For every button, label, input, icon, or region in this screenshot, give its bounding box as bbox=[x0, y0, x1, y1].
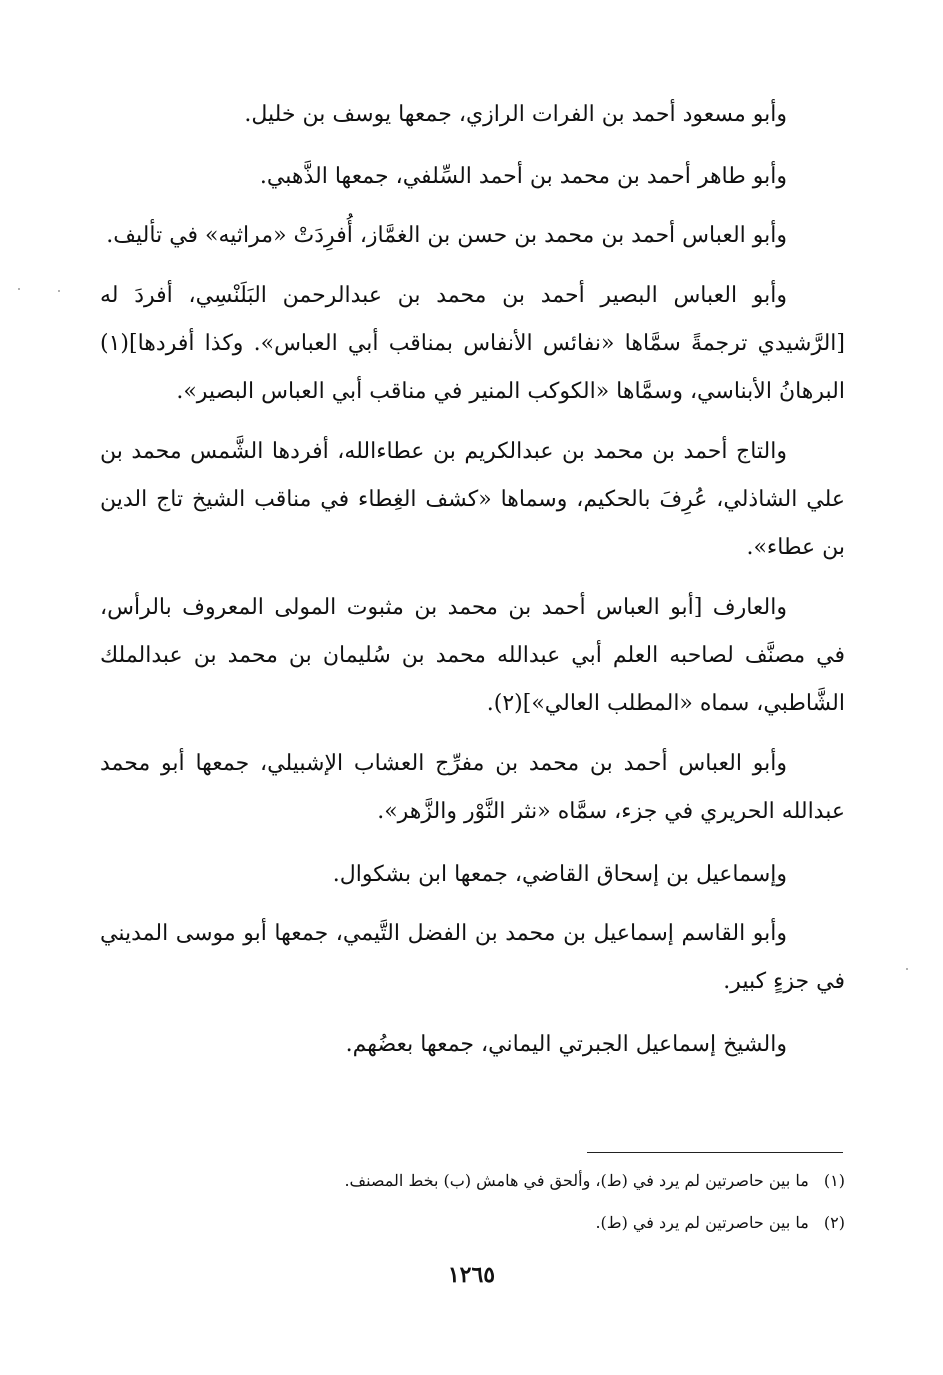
paragraph-al-ishbili: وأبو العباس أحمد بن محمد بن مفرِّج العشاب الإشبيلي، جمعها أبو محمد عبدالله الحريري في جزء، سمَّاه «نثر النَّوْر والزَّهر». bbox=[100, 751, 845, 824]
scan-speck bbox=[18, 288, 20, 290]
paragraph-abu-masud: وأبو مسعود أحمد بن الفرات الرازي، جمعها يوسف بن خليل. bbox=[244, 102, 787, 127]
paragraph-al-taymi: وأبو القاسم إسماعيل بن محمد بن الفضل التَّيمي، جمعها أبو موسى المديني في جزءٍ كبير. bbox=[100, 921, 845, 994]
scan-speck bbox=[906, 968, 908, 970]
footnote-number: (٢) bbox=[823, 1213, 845, 1232]
paragraph-al-basir: وأبو العباس البصير أحمد بن محمد بن عبدالرحمن البَلَنْسِي، أفردَ له [الرَّشيدي ترجمةً سمَّاها «نفائس الأنفاس بمناقب أبي العباس». وكذا أفردها](١) البرهانُ الأبناسي، وسمَّاها «الكوكب المنير في مناقب أبي العباس البصير». bbox=[100, 283, 845, 404]
paragraph-abu-tahir: وأبو طاهر أحمد بن محمد بن أحمد السِّلفي، جمعها الذَّهبي. bbox=[259, 164, 787, 189]
footnotes bbox=[100, 1160, 845, 1244]
main-text bbox=[100, 88, 845, 1080]
paragraph-al-jabarti: والشيخ إسماعيل الجبرتي اليماني، جمعها بعضُهم. bbox=[345, 1032, 787, 1057]
footnote-number: (١) bbox=[823, 1171, 845, 1190]
page-number: ١٢٦٥ bbox=[447, 1262, 496, 1288]
paragraph-ibn-mathbut: والعارف [أبو العباس أحمد بن محمد بن مثبوت المولى المعروف بالرأس، في مصنَّف لصاحبه العلم أبي عبدالله محمد بن سُليمان بن محمد بن عبدالملك الشَّاطبي، سماه «المطلب العالي»](٢). bbox=[100, 595, 845, 716]
scan-speck bbox=[58, 290, 60, 292]
footnote-divider bbox=[587, 1152, 843, 1153]
paragraph-ismail-al-qadi: وإسماعيل بن إسحاق القاضي، جمعها ابن بشكوال. bbox=[332, 862, 787, 887]
footnote-2 bbox=[100, 1202, 845, 1244]
footnote-text: ما بين حاصرتين لم يرد في (ط)، وألحق في هامش (ب) بخط المصنف. bbox=[344, 1171, 809, 1190]
footnote-1 bbox=[100, 1160, 845, 1202]
paragraph-ibn-ataillah: والتاج أحمد بن محمد بن عبدالكريم بن عطاءالله، أفردها الشَّمس محمد بن علي الشاذلي، عُرِفَ بالحكيم، وسماها «كشف الغِطاء في مناقب الشيخ تاج الدين بن عطاء». bbox=[100, 439, 845, 560]
paragraph-ibn-al-ghammaz: وأبو العباس أحمد بن محمد بن حسن بن الغمَّاز، أُفرِدَتْ «مراثيه» في تأليف. bbox=[106, 223, 787, 248]
footnote-text: ما بين حاصرتين لم يرد في (ط). bbox=[595, 1213, 809, 1232]
